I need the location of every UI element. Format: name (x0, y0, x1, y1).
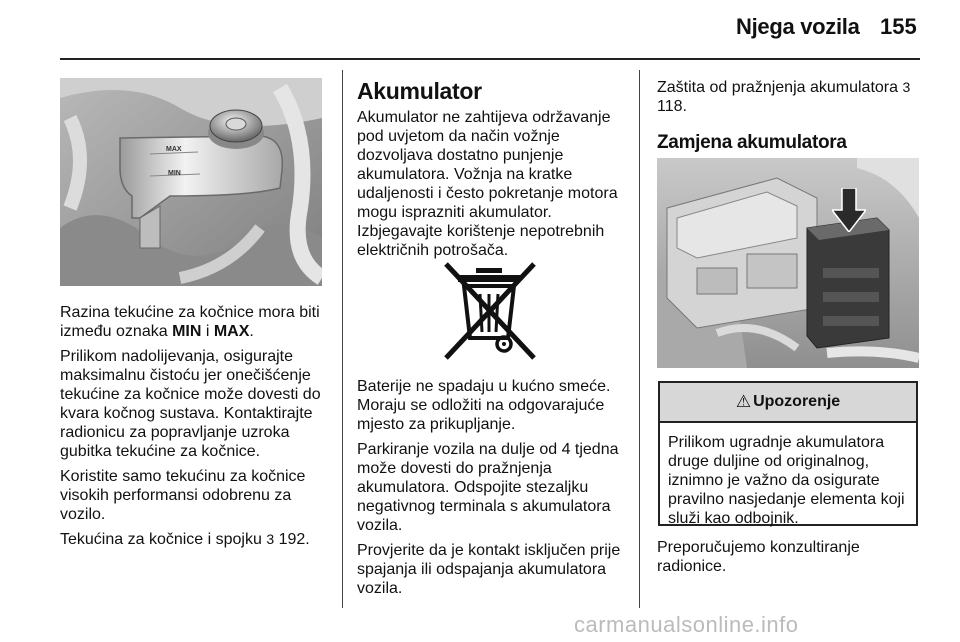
middle-column (357, 78, 627, 266)
reservoir-min-label: MIN (168, 170, 181, 177)
column-divider-right (639, 70, 640, 608)
reservoir-max-label: MAX (166, 146, 182, 153)
page-number: 155 (880, 14, 917, 39)
max-mark: MAX (213, 323, 250, 340)
warning-text: Prilikom ugradnje akumulatora druge duljine od originalnog, iznimno je važno da osigurate pravilno nasjedanje elementa koji služi kao odbojnik. (668, 434, 905, 527)
page-header-title: Njega vozila (736, 14, 860, 39)
brake-fluid-reservoir-photo (60, 78, 322, 286)
right-column-lower (657, 538, 921, 582)
reference-arrow-icon: 3 (266, 531, 275, 547)
min-mark: MIN (172, 323, 202, 340)
long-parking-paragraph: Parkiranje vozila na dulje od 4 tjedna može dovesti do pražnjenja akumulatora. Odspojite stezaljku negativnog terminala s akumulatora vozila. (357, 441, 619, 534)
right-column (657, 78, 921, 164)
page-reference-link[interactable]: 192. (274, 531, 310, 548)
warning-title: Upozorenje (753, 393, 841, 410)
approved-fluid-paragraph: Koristite samo tekućinu za kočnice visokih performansi odobrenu za vozilo. (60, 468, 306, 523)
brake-fluid-level-paragraph: Razina tekućine za kočnice mora biti između oznaka MIN i MAX. (60, 304, 320, 340)
refill-cleanliness-paragraph: Prilikom nadolijevanja, osigurajte maksimalnu čistoću jer onečišćenje tekućine za kočnice može dovesti do kvara kočnog sustava. Kontaktirajte radionicu za popravljanje uzroka gubitka tekućine za kočnice. (60, 348, 321, 460)
column-divider-left (342, 70, 343, 608)
reference-arrow-icon: 3 (902, 79, 911, 95)
battery-illustration (657, 158, 919, 368)
middle-column-lower (357, 377, 629, 604)
watermark: carmanualsonline.info (574, 612, 799, 637)
reservoir-illustration (60, 78, 322, 286)
battery-section-title: Akumulator (357, 78, 482, 104)
discharge-protection-paragraph: Zaštita od pražnjenja akumulatora 3 118. (657, 79, 911, 115)
left-column (60, 303, 328, 555)
battery-disposal-paragraph: Baterije ne spadaju u kućno smeće. Moraju se odložiti na odgovarajuće mjesto za prikupljanje. (357, 378, 611, 433)
warning-header (660, 383, 916, 423)
battery-compartment-photo (657, 158, 919, 368)
header-divider (60, 58, 920, 60)
page-reference-link[interactable]: 118. (657, 98, 687, 115)
battery-maintenance-paragraph: Akumulator ne zahtijeva održavanje pod uvjetom da način vožnje dozvoljava dostatno punjenje akumulatora. Vožnja na kratke udaljenosti i često pokretanje motora mogu isprazniti akumulator. (357, 109, 618, 221)
battery-replacement-title: Zamjena akumulatora (657, 132, 847, 153)
brake-fluid-reference-paragraph: Tekućina za kočnice i spojku 3 192. (60, 531, 310, 548)
consult-workshop-paragraph: Preporučujemo konzultiranje radionice. (657, 539, 860, 575)
ignition-off-paragraph: Provjerite da je kontakt isključen prije spajanja ili odspajanja akumulatora vozila. (357, 542, 621, 597)
warning-box (658, 381, 918, 526)
crossed-bin-icon (436, 258, 542, 364)
down-arrow-icon (832, 188, 866, 232)
avoid-consumers-paragraph: Izbjegavajte korištenje nepotrebnih električnih potrošača. (357, 223, 605, 259)
warning-triangle-icon: ⚠ (735, 392, 752, 411)
